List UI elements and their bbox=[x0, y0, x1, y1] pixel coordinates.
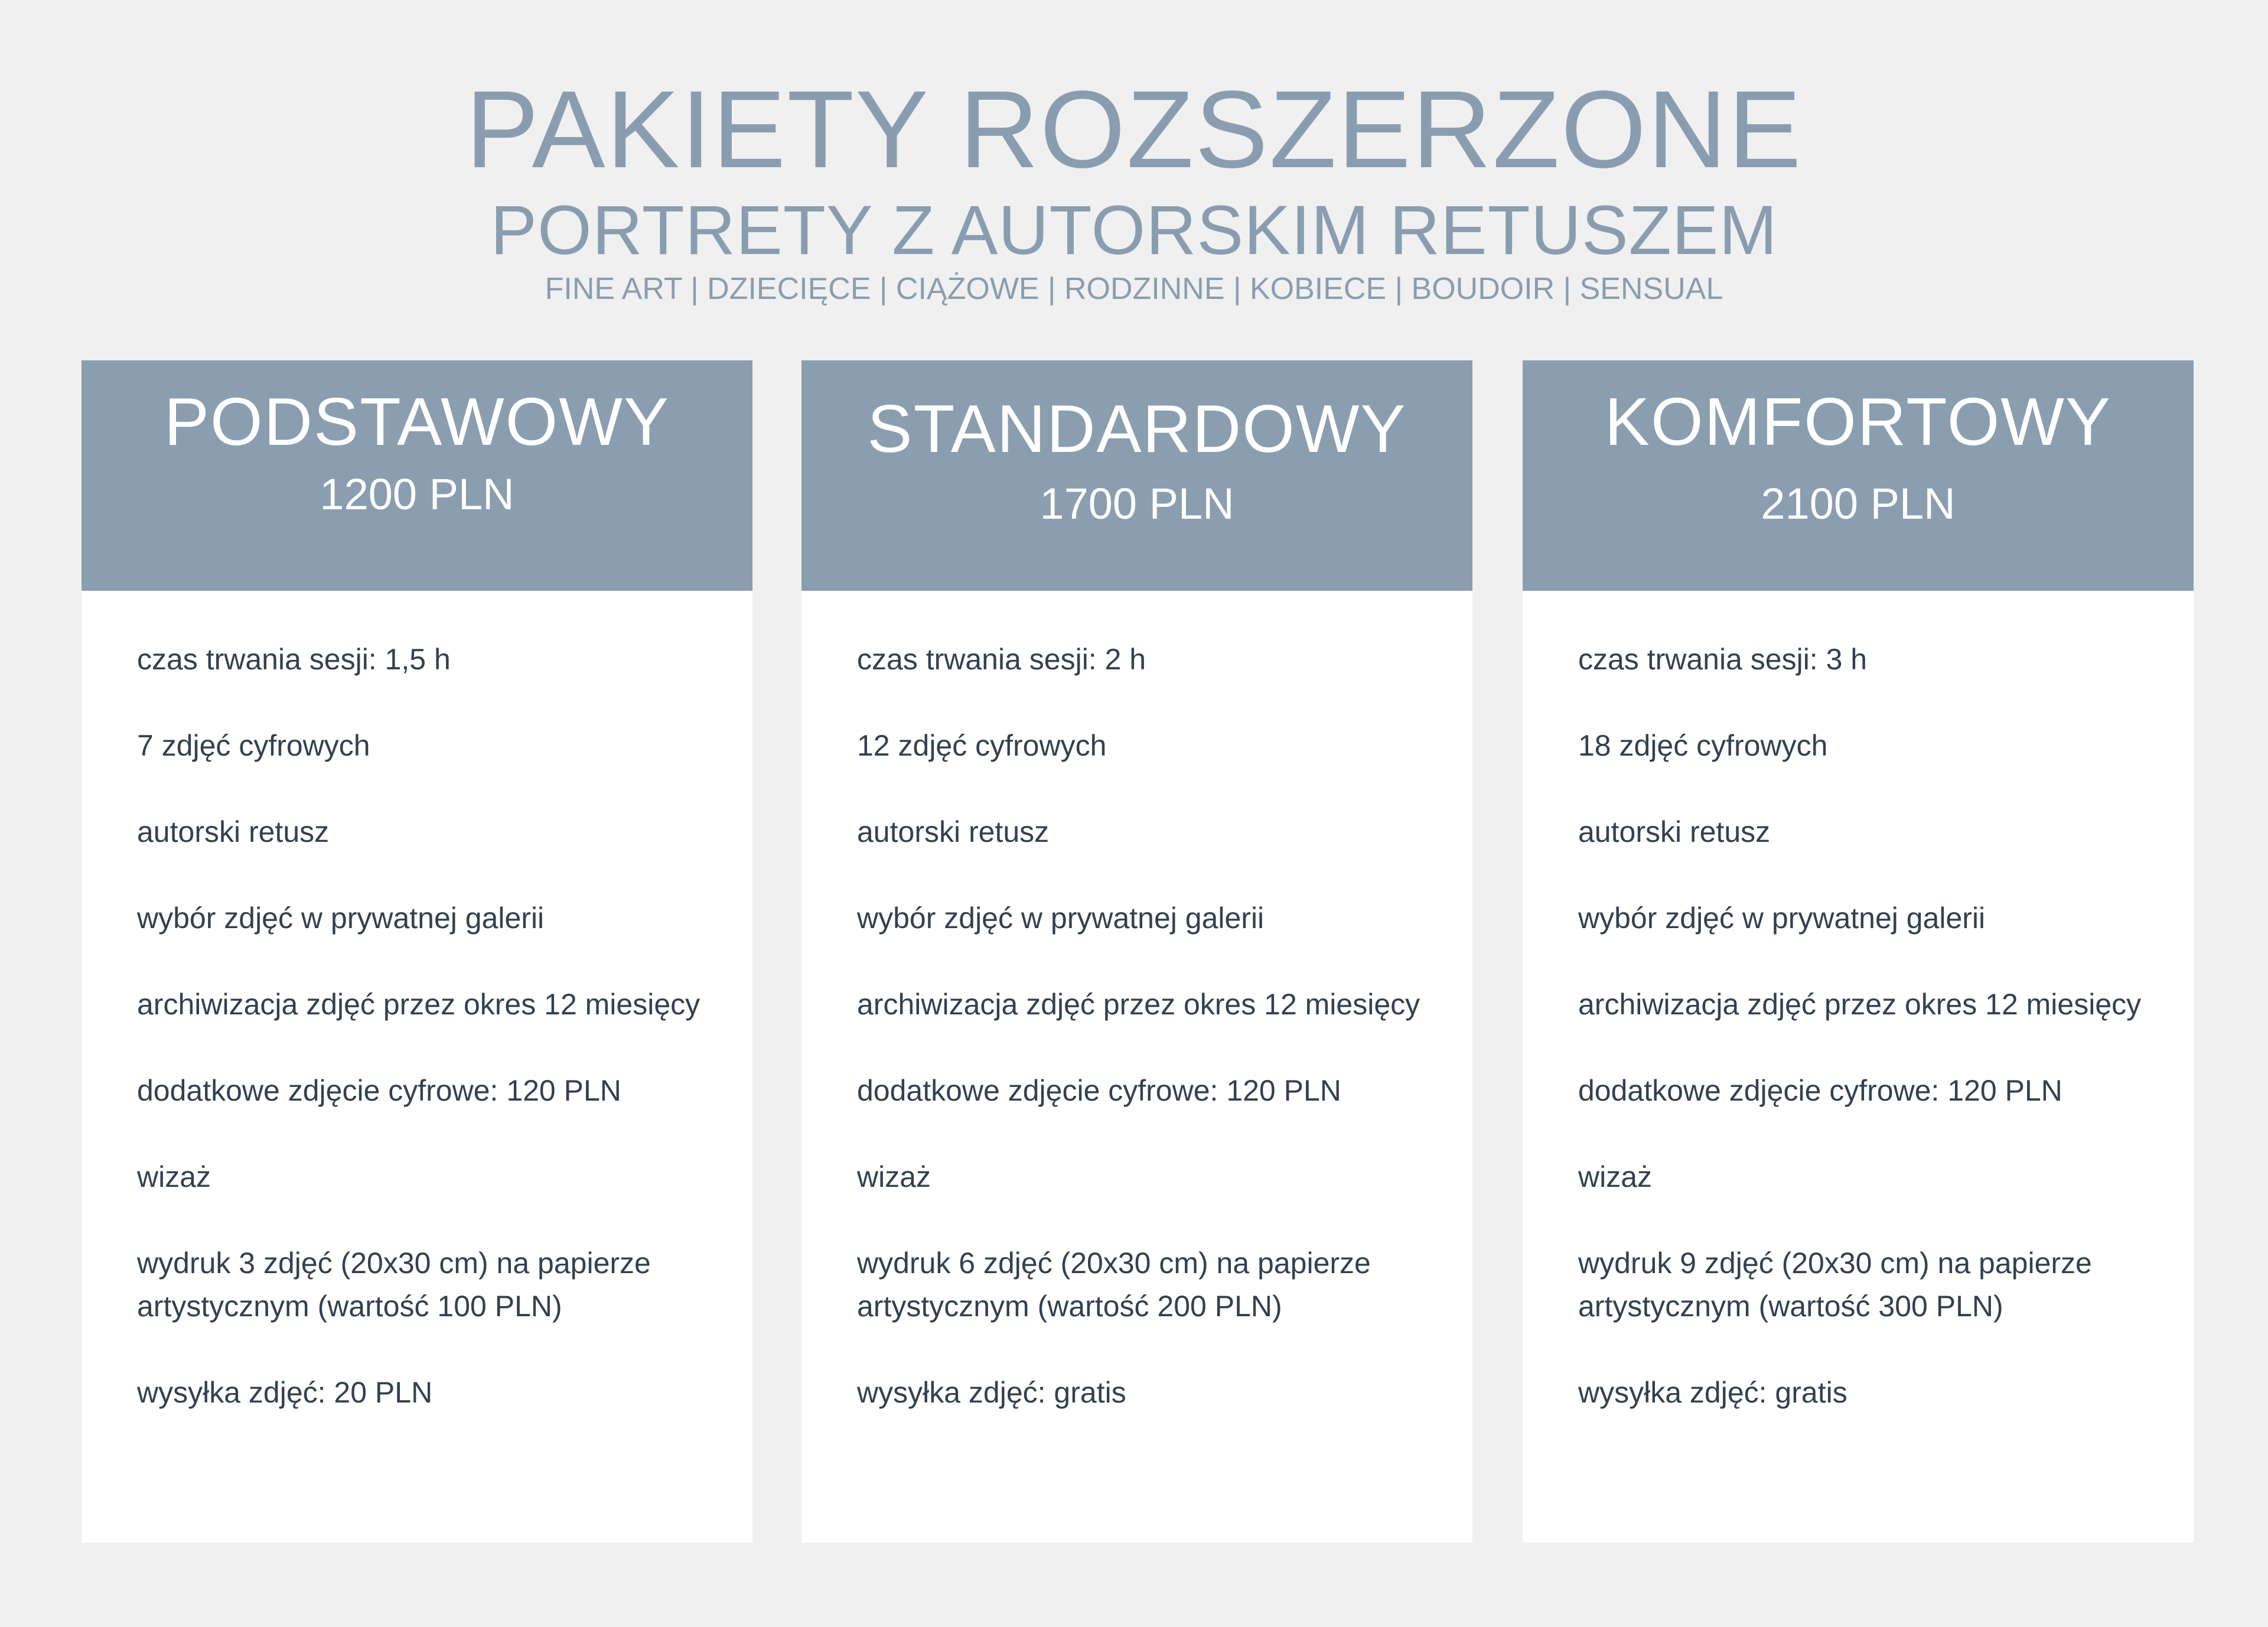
feature-item: dodatkowe zdjęcie cyfrowe: 120 PLN bbox=[857, 1074, 1341, 1107]
feature-item: wysyłka zdjęć: 20 PLN bbox=[137, 1376, 433, 1409]
package-header bbox=[1523, 360, 2194, 591]
category-list: FINE ART | DZIECIĘCE | CIĄŻOWE | RODZINNE | KOBIECE | BOUDOIR | SENSUAL bbox=[545, 272, 1723, 306]
feature-item: wydruk 6 zdjęć (20x30 cm) na papierze artystycznym (wartość 200 PLN) bbox=[857, 1247, 1371, 1323]
feature-item: autorski retusz bbox=[137, 815, 330, 848]
feature-item: wizaż bbox=[857, 1160, 931, 1193]
page-subtitle: PORTRETY Z AUTORSKIM RETUSZEM bbox=[490, 191, 1778, 269]
feature-item: czas trwania sesji: 3 h bbox=[1578, 643, 1868, 676]
feature-item: dodatkowe zdjęcie cyfrowe: 120 PLN bbox=[137, 1074, 621, 1107]
package-card-podstawowy bbox=[82, 360, 752, 1543]
package-header bbox=[801, 360, 1472, 591]
package-card-standardowy bbox=[801, 360, 1472, 1543]
feature-item: archiwizacja zdjęć przez okres 12 miesięcy bbox=[857, 988, 1420, 1021]
feature-item: autorski retusz bbox=[1578, 815, 1771, 848]
package-header bbox=[82, 360, 752, 591]
feature-item: archiwizacja zdjęć przez okres 12 miesięcy bbox=[1578, 988, 2142, 1021]
feature-item: czas trwania sesji: 1,5 h bbox=[137, 643, 451, 676]
feature-item: wybór zdjęć w prywatnej galerii bbox=[857, 902, 1265, 935]
package-name: PODSTAWOWY bbox=[164, 385, 670, 460]
feature-list bbox=[857, 638, 1448, 1457]
feature-item: czas trwania sesji: 2 h bbox=[857, 643, 1146, 676]
feature-item: wizaż bbox=[1578, 1160, 1653, 1193]
feature-item: archiwizacja zdjęć przez okres 12 miesięcy bbox=[137, 988, 700, 1021]
feature-item: dodatkowe zdjęcie cyfrowe: 120 PLN bbox=[1578, 1074, 2062, 1107]
package-price: 1700 PLN bbox=[1040, 479, 1234, 528]
feature-item: 7 zdjęć cyfrowych bbox=[137, 729, 370, 762]
feature-item: autorski retusz bbox=[857, 815, 1050, 848]
feature-item: wydruk 3 zdjęć (20x30 cm) na papierze artystycznym (wartość 100 PLN) bbox=[137, 1247, 651, 1323]
feature-item: wydruk 9 zdjęć (20x30 cm) na papierze artystycznym (wartość 300 PLN) bbox=[1578, 1247, 2092, 1323]
feature-item: 18 zdjęć cyfrowych bbox=[1578, 729, 1828, 762]
feature-item: wybór zdjęć w prywatnej galerii bbox=[137, 902, 545, 935]
feature-item: 12 zdjęć cyfrowych bbox=[857, 729, 1107, 762]
feature-item: wizaż bbox=[137, 1160, 211, 1193]
package-name: STANDARDOWY bbox=[867, 392, 1407, 467]
feature-item: wysyłka zdjęć: gratis bbox=[857, 1376, 1126, 1409]
package-name: KOMFORTOWY bbox=[1604, 385, 2112, 460]
package-card-komfortowy bbox=[1523, 360, 2194, 1543]
feature-list bbox=[1578, 638, 2169, 1457]
package-price: 2100 PLN bbox=[1761, 479, 1956, 528]
feature-item: wybór zdjęć w prywatnej galerii bbox=[1578, 902, 1986, 935]
feature-list bbox=[137, 638, 728, 1457]
page-title: PAKIETY ROZSZERZONE bbox=[465, 69, 1803, 191]
feature-item: wysyłka zdjęć: gratis bbox=[1578, 1376, 1847, 1409]
package-price: 1200 PLN bbox=[320, 470, 514, 519]
